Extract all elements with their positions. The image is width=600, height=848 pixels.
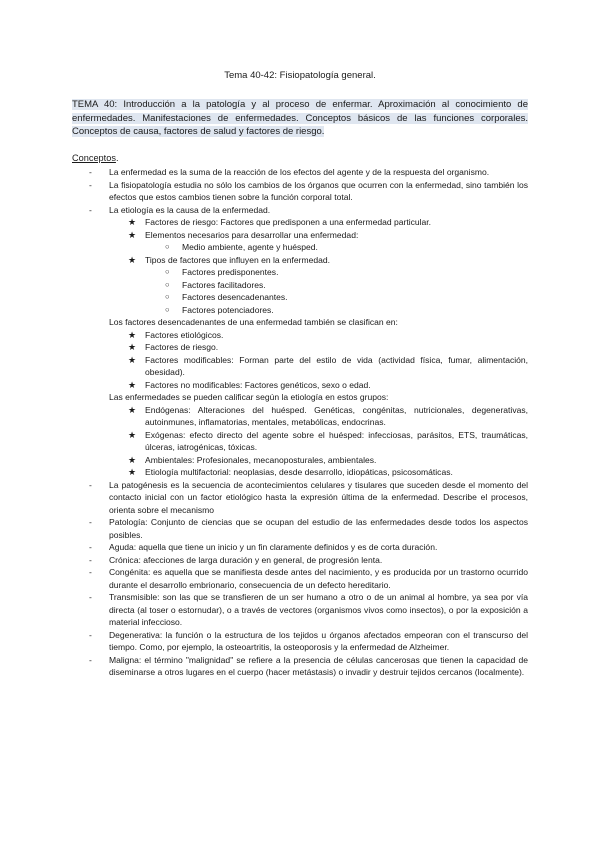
bullet-cronica: - Crónica: afecciones de larga duración y en general, de progresión lenta. [72, 554, 528, 567]
bullet-degenerativa: - Degenerativa: la función o la estructura de los tejidos u órganos afectados empeoran con el transcurso del tiempo. Como, por ejemplo, la osteoartritis, la osteoporosis y la enfermedad de Alzheimer. [72, 629, 528, 654]
star-de-riesgo: ★ Factores de riesgo. [72, 341, 528, 354]
star-factores-riesgo: ★ Factores de riesgo: Factores que predisponen a una enfermedad particular. [72, 216, 528, 229]
star-ambientales: ★ Ambientales: Profesionales, mecanoposturales, ambientales. [72, 454, 528, 467]
bullet-fisiopatologia: - La fisiopatología estudia no sólo los cambios de los órganos que ocurren con la enfermedad, sino también los efectos que estos cambios tienen sobre la función corporal total. [72, 179, 528, 204]
circle-medio: ○ Medio ambiente, agente y huésped. [72, 241, 528, 254]
bullet-transmisible: - Transmisible: son las que se transfieren de un ser humano a otro o de un animal al hombre, ya sea por vía directa (al toser o estornudar), o a través de vectores (organismos vivos como insectos), o por la exposición a material infeccioso. [72, 591, 528, 629]
star-modificables: ★ Factores modificables: Forman parte del estilo de vida (actividad física, fumar, alimentación, obesidad). [72, 354, 528, 379]
circle-potenciadores: ○ Factores potenciadores. [72, 304, 528, 317]
star-multifactorial: ★ Etiología multifactorial: neoplasias, desde desarrollo, idiopáticas, psicosomáticas. [72, 466, 528, 479]
circle-predisponentes: ○ Factores predisponentes. [72, 266, 528, 279]
topic-intro-highlight: TEMA 40: Introducción a la patología y al proceso de enfermar. Aproximación al conocimiento de enfermedades. Manifestaciones de enfermedades. Conceptos básicos de las funciones corporales. Conceptos de causa, factores de salud y factores de riesgo. [72, 99, 528, 138]
circle-facilitadores: ○ Factores facilitadores. [72, 279, 528, 292]
bullet-patologia: - Patología: Conjunto de ciencias que se ocupan del estudio de las enfermedades desde todos los aspectos posibles. [72, 516, 528, 541]
section-heading-dot: . [115, 153, 119, 163]
star-exogenas: ★ Exógenas: efecto directo del agente sobre el huésped: infecciosas, parásitos, ETS, traumáticas, úlceras, iatrogénicas, tóxicas. [72, 429, 528, 454]
bullet-congenita: - Congénita: es aquella que se manifiesta desde antes del nacimiento, y es producida por un trastorno ocurrido durante el desarrollo embrionario, consecuencia de un defecto hereditario. [72, 566, 528, 591]
star-elementos: ★ Elementos necesarios para desarrollar una enfermedad: [72, 229, 528, 242]
bullet-patogenesis: - La patogénesis es la secuencia de acontecimientos celulares y tisulares que suceden desde el momento del contacto inicial con un factor etiológico hasta la expresión última de la enfermedad. Describe el procesos, orienta sobre el mecanismo [72, 479, 528, 517]
bullet-maligna: - Maligna: el término "malignidad" se refiere a la presencia de células cancerosas que tienen la capacidad de diseminarse a otros lugares en el cuerpo (hacer metástasis) o invadir y destruir tejidos cercanos (localmente). [72, 654, 528, 679]
bullet-enfermedad: - La enfermedad es la suma de la reacción de los efectos del agente y de la respuesta del organismo. [72, 166, 528, 179]
document-title: Tema 40-42: Fisiopatología general. [224, 70, 376, 81]
paragraph-clasifican: Los factores desencadenantes de una enfermedad también se clasifican en: [109, 317, 398, 327]
concepts-list [72, 166, 528, 679]
star-tipos: ★ Tipos de factores que influyen en la enfermedad. [72, 254, 528, 267]
circle-desencadenantes: ○ Factores desencadenantes. [72, 291, 528, 304]
paragraph-calificar: Las enfermedades se pueden calificar según la etiología en estos grupos: [109, 392, 389, 402]
section-heading-text: Conceptos [72, 153, 116, 163]
star-endogenas: ★ Endógenas: Alteraciones del huésped. Genéticas, congénitas, nutricionales, degenerativas, autoinmunes, inflamatorias, mentales, metabólicas, endocrinas. [72, 404, 528, 429]
bullet-aguda: - Aguda: aquella que tiene un inicio y un fin claramente definidos y es de corta duración. [72, 541, 528, 554]
section-heading [72, 153, 119, 163]
bullet-etiologia: - La etiología es la causa de la enfermedad. [72, 204, 528, 217]
star-no-modificables: ★ Factores no modificables: Factores genéticos, sexo o edad. [72, 379, 528, 392]
topic-intro [72, 98, 528, 139]
star-etiologicos: ★ Factores etiológicos. [72, 329, 528, 342]
